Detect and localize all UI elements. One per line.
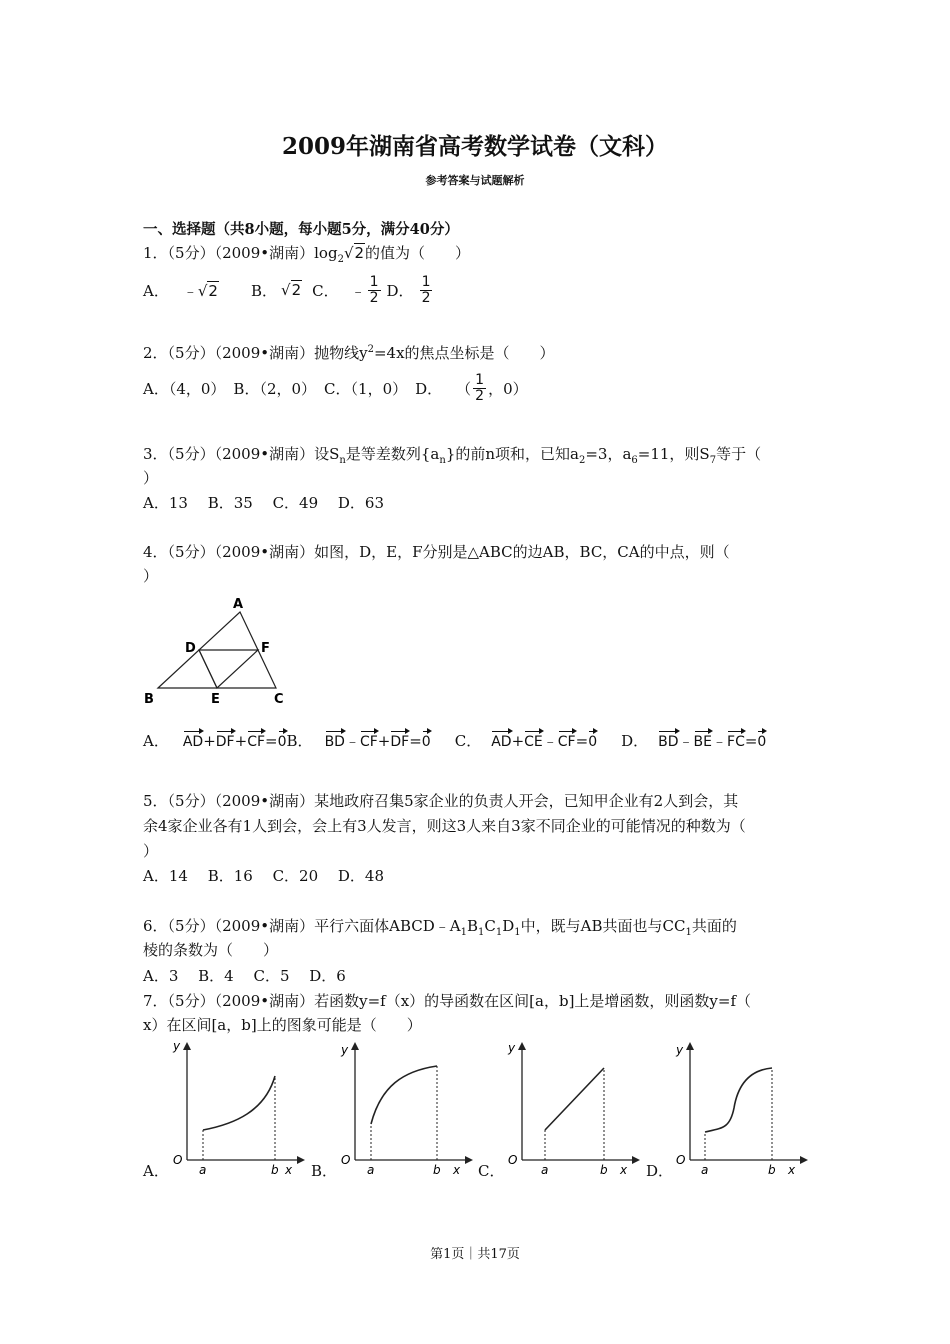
question-4-continuation: ）: [143, 567, 159, 585]
graph-a: [165, 1036, 305, 1181]
svg-text:b: b: [600, 1163, 608, 1177]
section-heading: 一、选择题（共8小题，每小题5分，满分40分）: [143, 221, 459, 238]
svg-text:a: a: [701, 1163, 709, 1177]
question-5-line-2: 余4家企业各有1人到会，会上有3人发言，则这3人来自3家不同企业的可能情况的种数为（: [143, 817, 746, 835]
label-b: B: [144, 692, 154, 707]
page-title: 2009年湖南省高考数学试卷（文科）: [281, 133, 668, 160]
question-5: 5．（5分）（2009•湖南）某地政府召集5家企业的负责人开会，已知甲企业有2人到会，其: [143, 792, 739, 810]
option-b: B．: [250, 281, 277, 300]
option-c: C．: [312, 281, 339, 300]
question-3: 3．（5分）（2009•湖南）设$S_n$是等差数列$\{a_n\}$的前n项和，已知$a_2=3$，$a_6=11$，则$S_7$等于（: [143, 445, 762, 466]
question-2: 2．（5分）（2009•湖南）抛物线$y^2=4x$的焦点坐标是（ ）: [143, 344, 555, 362]
question-2-options: A．（4，0） B．（2，0） C．（1，0） D． （ $\frac{1}{2}$ ，0）: [143, 371, 528, 404]
curve-c: [545, 1068, 604, 1130]
svg-text:O: O: [508, 1153, 518, 1167]
svg-text:a: a: [199, 1163, 207, 1177]
question-7-line-2: x）在区间[a，b]上的图象可能是（ ）: [143, 1016, 422, 1034]
option-a: A．: [143, 1162, 169, 1180]
option-b: B．（2，0）: [233, 379, 317, 398]
svg-text:b: b: [768, 1163, 776, 1177]
option-d: D．: [386, 281, 414, 300]
triangle-figure: [140, 592, 300, 710]
svg-text:b: b: [271, 1163, 279, 1177]
question-6-line-2: 棱的条数为（ ）: [143, 941, 279, 959]
question-1: 1．（5分）（2009•湖南）$\log_2√2$的值为（ ）: [143, 244, 471, 265]
segment-de: [199, 650, 217, 688]
question-3-continuation: ）: [143, 469, 159, 487]
svg-text:x: x: [620, 1163, 628, 1177]
curve-d: [705, 1068, 772, 1132]
svg-text:b: b: [433, 1163, 441, 1177]
page-subtitle: 参考答案与试题解析: [425, 174, 525, 187]
question-6: 6．（5分）（2009•湖南）平行六面体$ABCD﹣A_1B_1C_1D_1$中，既与AB共面也与$CC_1$共面的: [143, 917, 737, 938]
option-c: C．（1，0）: [324, 379, 408, 398]
label-d: D: [185, 641, 196, 656]
option-b: B．: [311, 1162, 338, 1180]
label-a: A: [233, 597, 244, 612]
question-5-options: A．14 B．16 C．20 D．48: [143, 867, 385, 885]
question-4-options: A． AD+DF+CF=0 B． BD﹣CF+DF=0 C． AD+CE﹣CF=0 D． BD﹣BE﹣FC=0: [143, 731, 767, 750]
option-a: A．（4，0）: [143, 379, 226, 398]
svg-text:a: a: [541, 1163, 549, 1177]
curve-b: [371, 1066, 437, 1124]
svg-text:O: O: [341, 1153, 351, 1167]
option-d: D．: [415, 379, 443, 398]
label-e: E: [211, 692, 220, 707]
option-c: C．: [478, 1162, 505, 1180]
option-d: D．: [646, 1162, 674, 1180]
graph-b: [333, 1036, 473, 1181]
svg-text:a: a: [367, 1163, 375, 1177]
question-3-options: A．13 B．35 C．49 D．63: [143, 494, 385, 512]
option-a: A．: [143, 732, 169, 750]
option-b: B．: [286, 732, 313, 750]
svg-text:y: y: [341, 1043, 349, 1057]
question-7: 7．（5分）（2009•湖南）若函数y=f（x）的导函数在区间[a，b]上是增函数，则函数y=f（: [143, 992, 752, 1010]
svg-text:y: y: [676, 1043, 684, 1057]
svg-text:y: y: [173, 1039, 181, 1053]
question-5-line-3: ）: [143, 842, 159, 860]
svg-text:x: x: [788, 1163, 796, 1177]
svg-text:x: x: [453, 1163, 461, 1177]
question-6-options: A．3 B．4 C．5 D．6: [143, 967, 346, 985]
label-f: F: [261, 641, 270, 656]
option-c: C．: [454, 732, 482, 750]
page-footer: 第1页｜共17页: [430, 1247, 520, 1262]
svg-text:x: x: [285, 1163, 293, 1177]
curve-a: [203, 1076, 275, 1130]
svg-text:O: O: [173, 1153, 183, 1167]
graph-c: [500, 1036, 640, 1181]
question-1-options: A． ﹣√2 B． √2 C． ﹣ $\frac{1}{2}$ D． $\frac{1}{2}$: [143, 273, 431, 306]
option-d: D．: [621, 732, 649, 750]
option-a: A．: [143, 281, 169, 300]
svg-text:O: O: [676, 1153, 686, 1167]
label-c: C: [274, 692, 284, 707]
svg-text:y: y: [508, 1041, 516, 1055]
question-4: 4．（5分）（2009•湖南）如图，D，E，F分别是△ABC的边AB，BC，CA的中点，则（: [143, 543, 730, 561]
graph-d: [668, 1036, 808, 1181]
